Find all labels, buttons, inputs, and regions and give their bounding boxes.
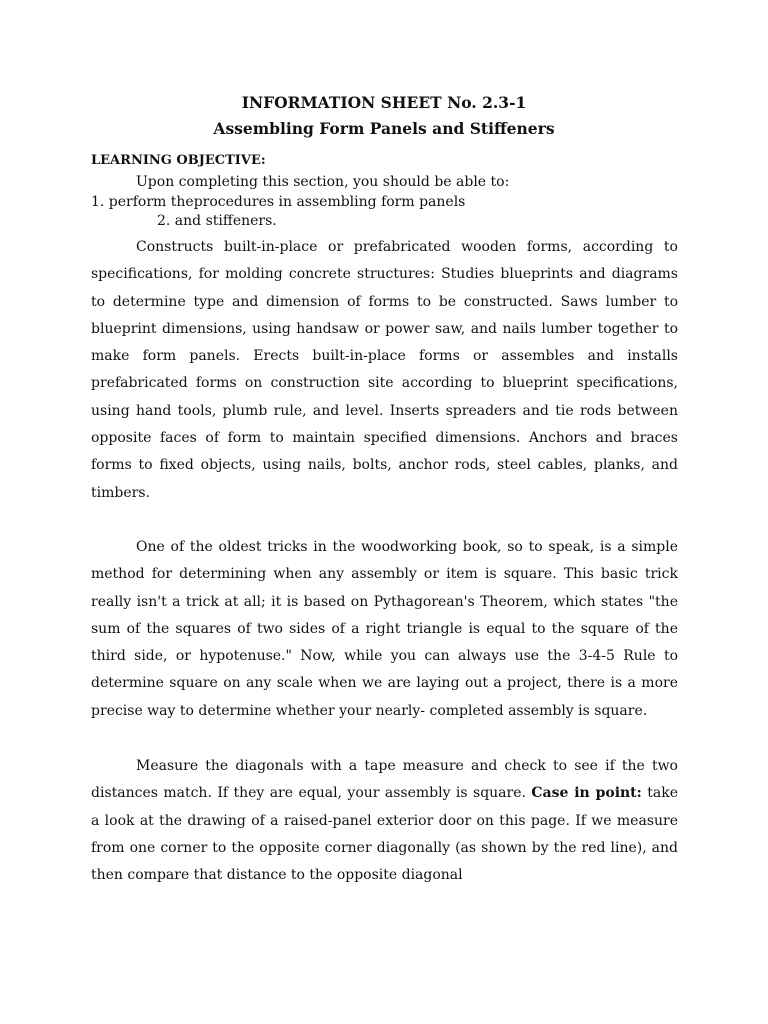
paragraph-diagonals <box>91 753 678 889</box>
sheet-title: INFORMATION SHEET No. 2.3-1 <box>241 93 527 112</box>
objective-intro: Upon completing this section, you should be able to: <box>136 174 510 190</box>
paragraph-square-trick: One of the oldest tricks in the woodworking book, so to speak, is a simple method for determining when any assembly or item is square. This basic trick really isn't a trick at all; it is based on Pythagorean's Theorem, which states "the sum of the squares of two sides of a right triangle is equal to the square of the third side, or hypotenuse." Now, while you can always use the 3-4-5 Rule to determine square on any scale when we are laying out a project, there is a more precise way to determine whether your nearly- completed assembly is square. <box>91 539 678 719</box>
objective-heading: LEARNING OBJECTIVE: <box>91 153 266 168</box>
objective-item-1: 1. perform theprocedures in assembling form panels <box>91 194 466 210</box>
paragraph-diagonals-end: take a look at the drawing of a raised-panel exterior door on this page. If we measure from one corner to the opposite corner diagonally (as shown by the red line), and then compare that distance to the opposite diagonal <box>91 785 678 884</box>
paragraph-diagonals-start: Measure the diagonals with a tape measure and check to see if the two distances match. If they are equal, your assembly is square. <box>91 758 678 802</box>
paragraph-forms: Constructs built-in-place or prefabricated wooden forms, according to specifications, for molding concrete structures: Studies blueprints and diagrams to determine type and dimension of forms to be constructed. Saws lumber to blueprint dimensions, using handsaw or power saw, and nails lumber together to make form panels. Erects built-in-place forms or assembles and installs prefabricated forms on construction site according to blueprint specifications, using hand tools, plumb rule, and level. Inserts spreaders and tie rods between opposite faces of form to maintain specified dimensions. Anchors and braces forms to fixed objects, using nails, bolts, anchor rods, steel cables, planks, and timbers. <box>91 239 678 501</box>
sheet-subtitle: Assembling Form Panels and Stiffeners <box>213 119 555 138</box>
objective-item-2: 2. and stiffeners. <box>157 213 277 229</box>
case-in-point-label: Case in point: <box>531 785 642 802</box>
